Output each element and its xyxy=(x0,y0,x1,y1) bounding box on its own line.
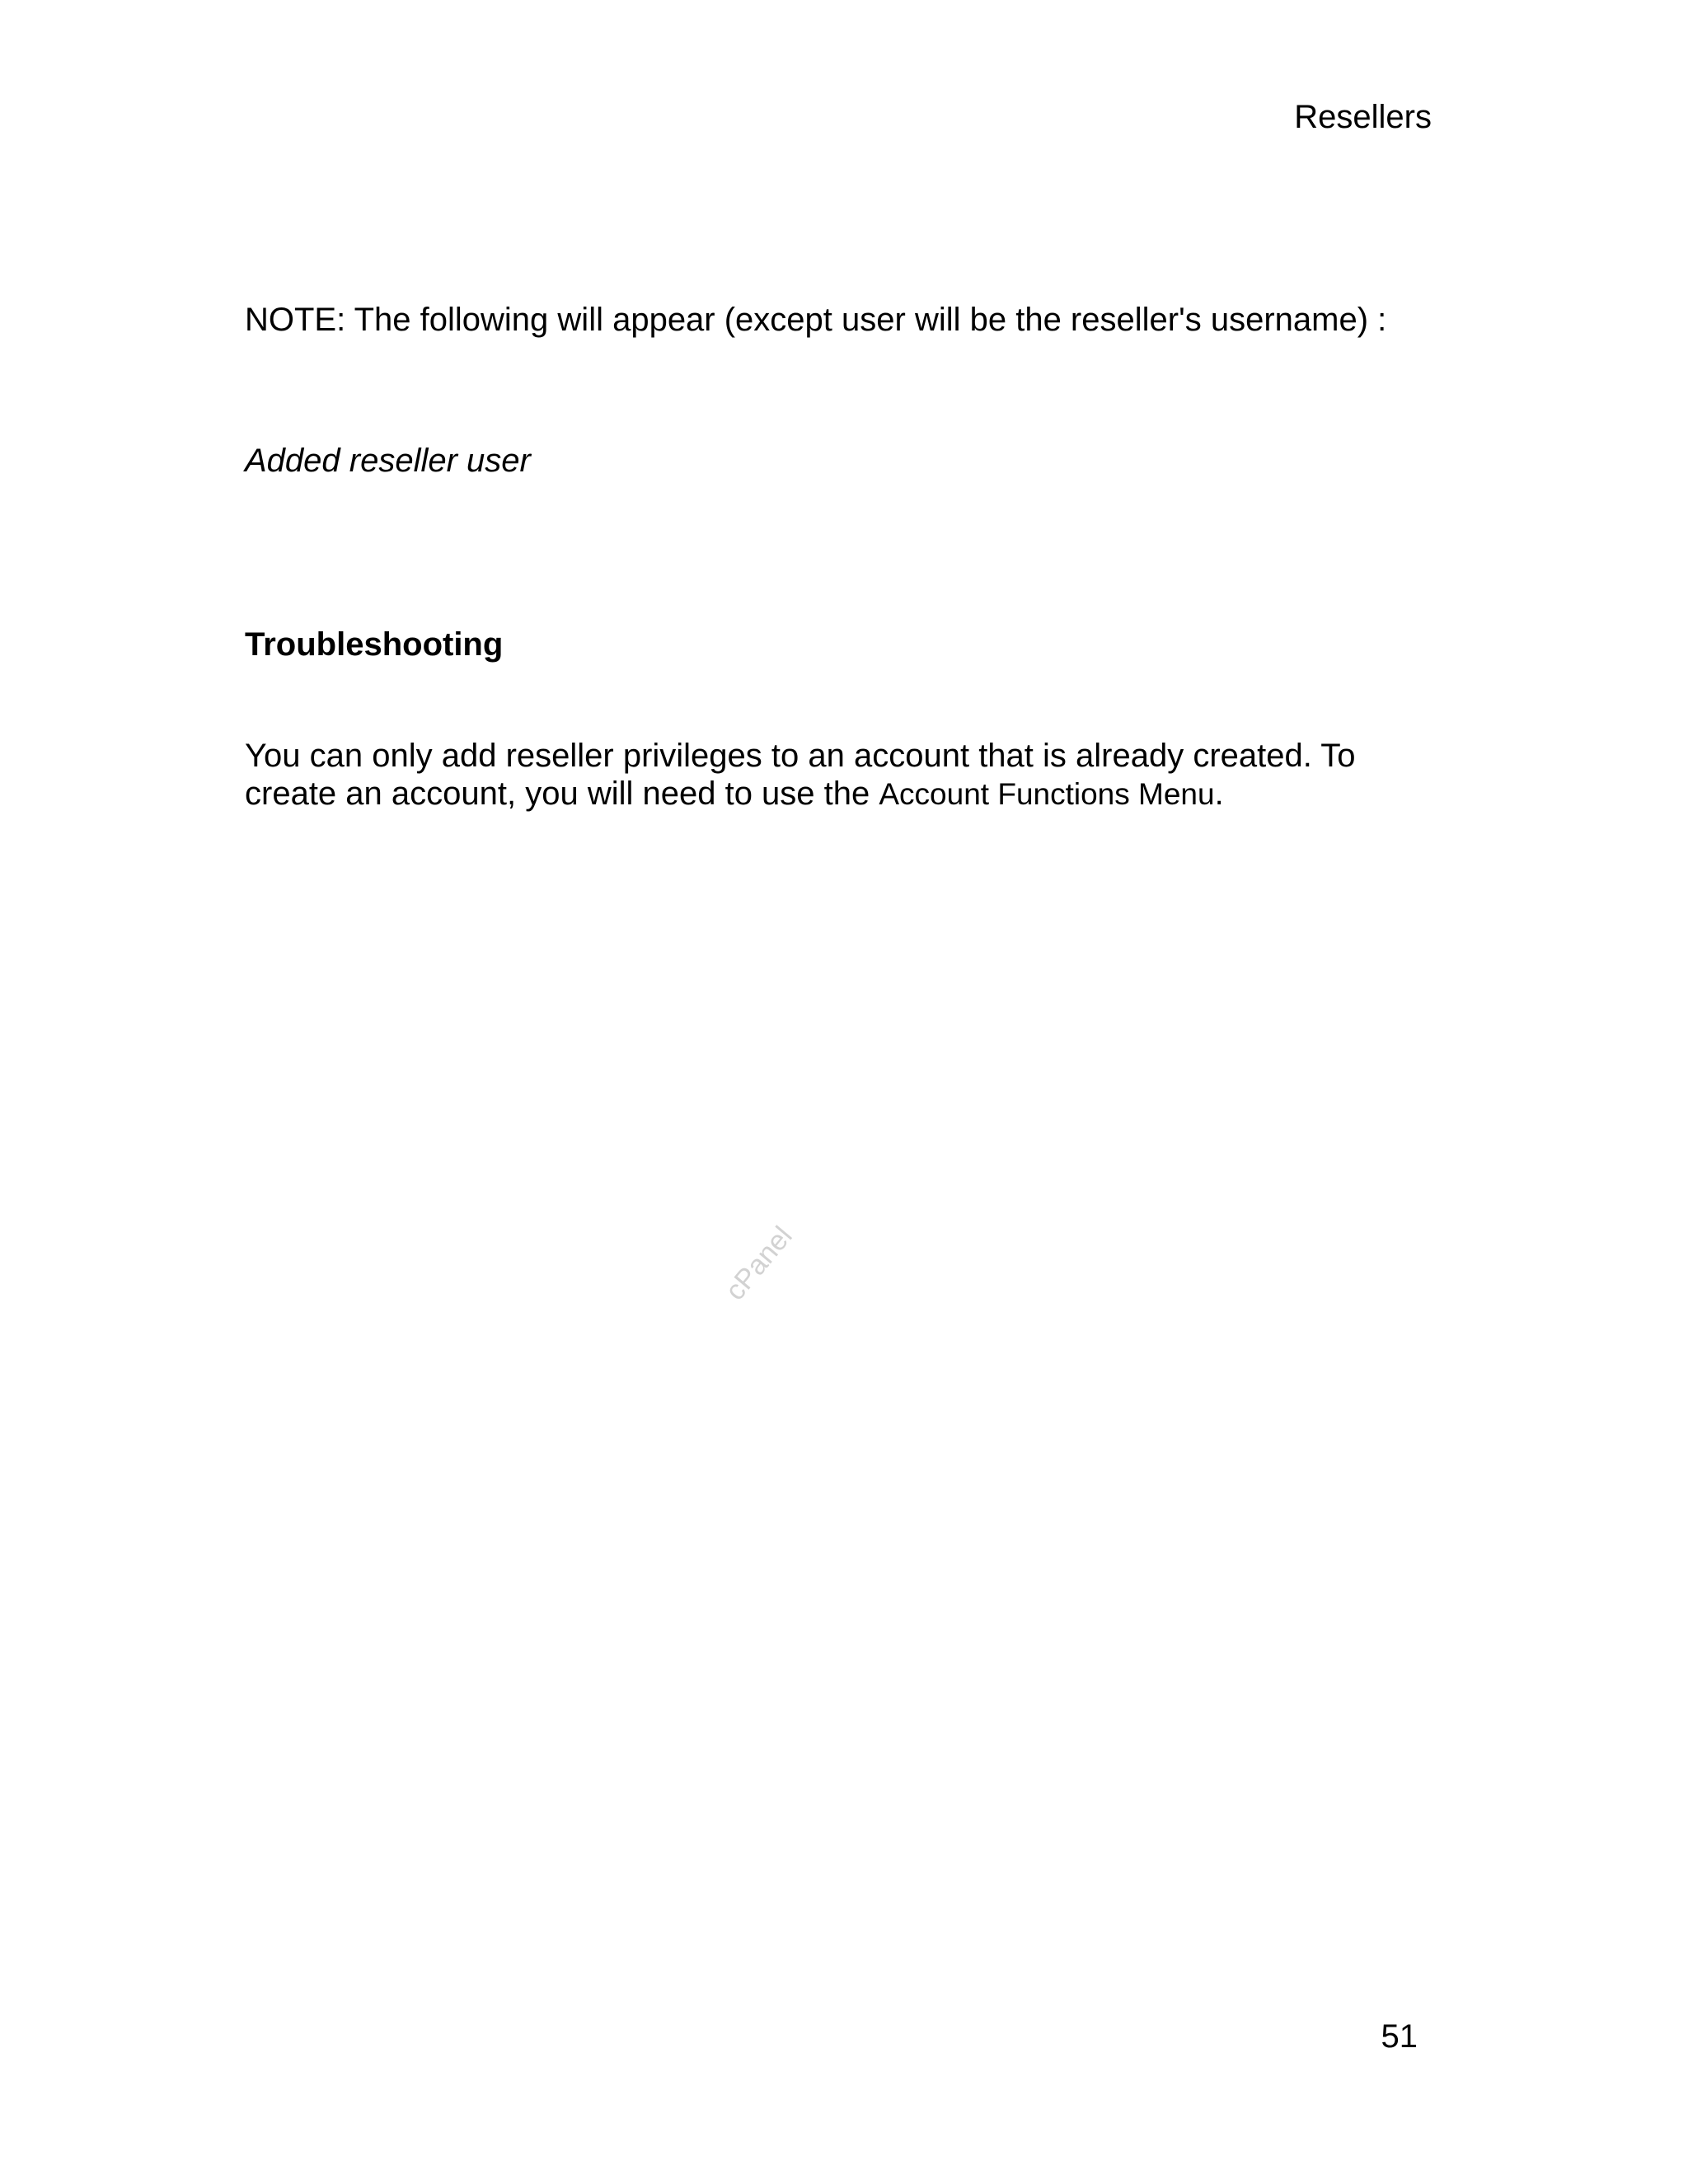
cpanel-watermark: cPanel xyxy=(719,1220,799,1307)
troubleshooting-paragraph xyxy=(245,737,1440,813)
section-heading-troubleshooting: Troubleshooting xyxy=(245,626,504,663)
paragraph-line-1: You can only add reseller privileges to an account that is already created. To xyxy=(245,738,1356,774)
account-functions-menu-reference: Account Functions Menu xyxy=(879,777,1215,811)
example-output: Added reseller user xyxy=(245,443,531,479)
line-2-prefix: create an account, you will need to use the xyxy=(245,776,879,812)
note-paragraph: NOTE: The following will appear (except user will be the reseller's username) : xyxy=(245,302,1387,338)
page-number: 51 xyxy=(1381,2018,1418,2055)
running-header: Resellers xyxy=(1294,99,1432,135)
line-2-suffix: . xyxy=(1214,776,1224,812)
paragraph-line-2 xyxy=(245,775,1440,813)
